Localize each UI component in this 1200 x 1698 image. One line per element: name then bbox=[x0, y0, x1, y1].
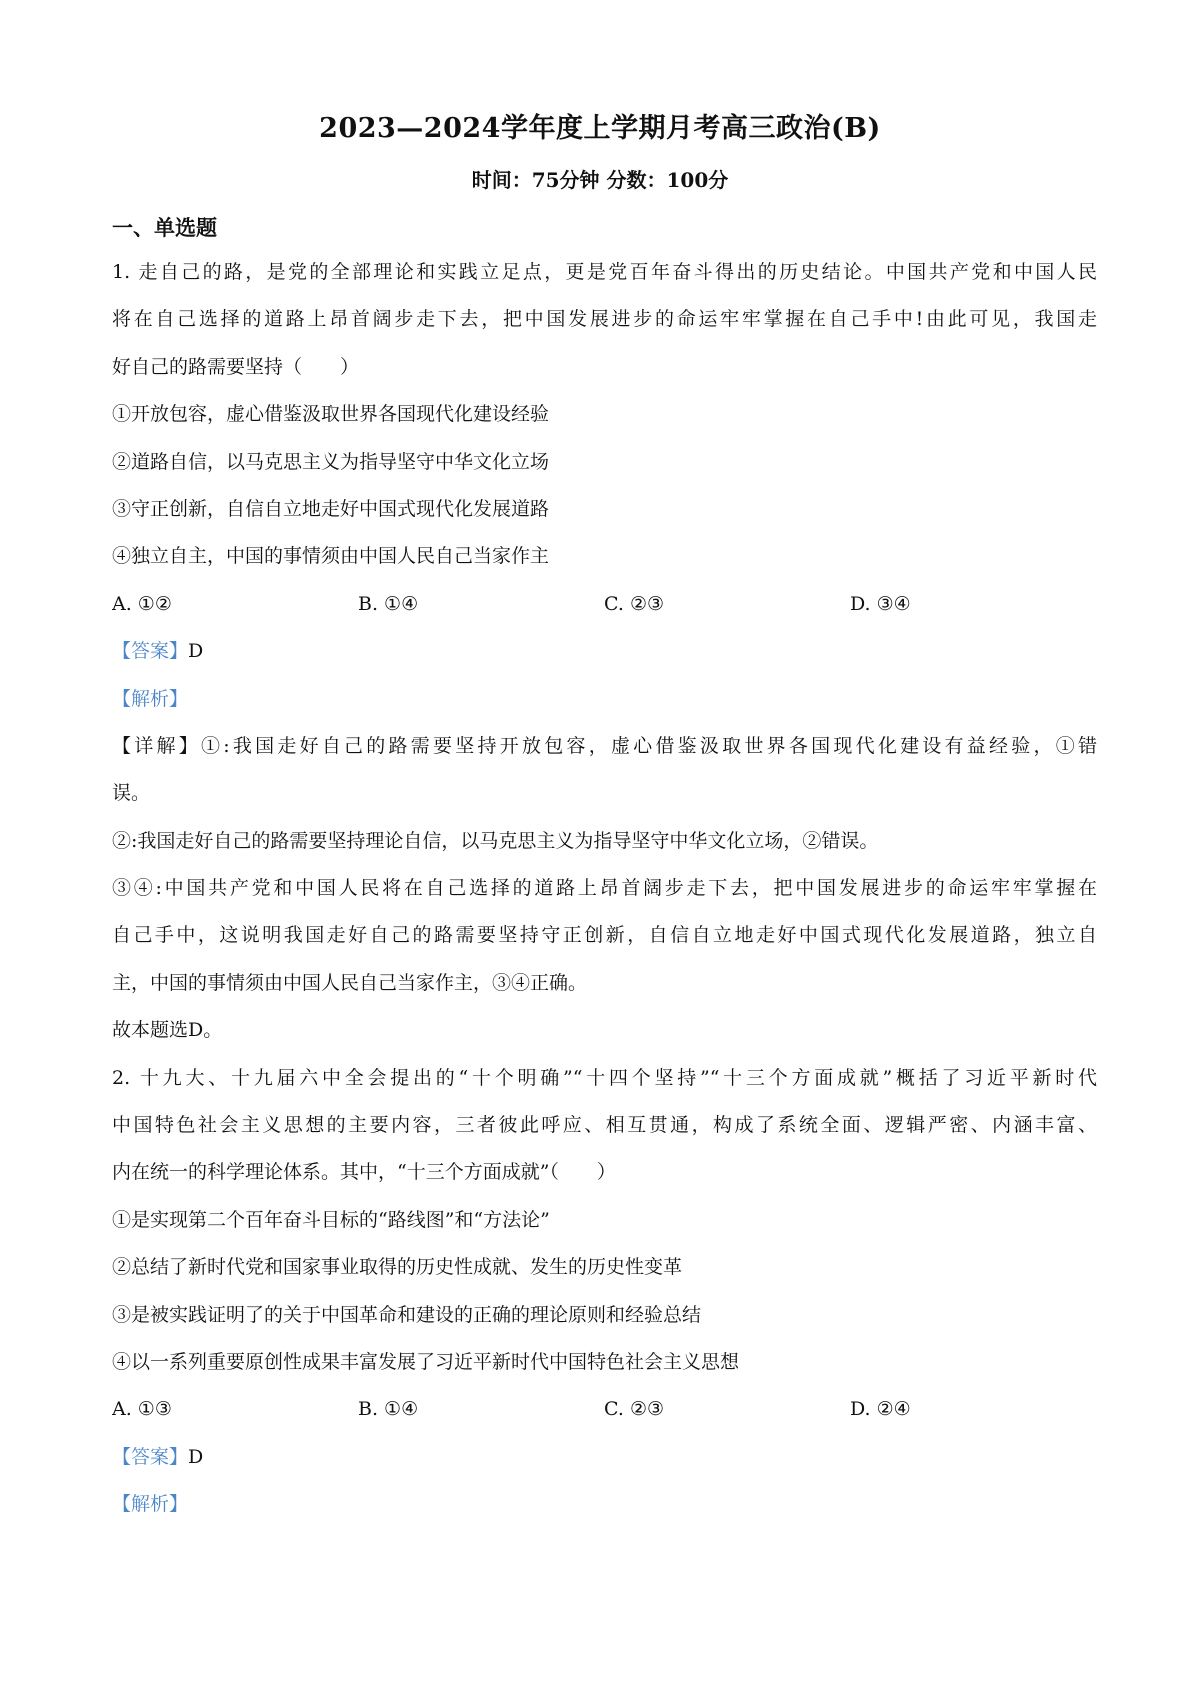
q1-options bbox=[112, 586, 1097, 633]
q1-stem-line: 将在自己选择的道路上昂首阔步走下去，把中国发展进步的命运牢牢掌握在自己手中!由此可见，我国走 bbox=[112, 308, 1097, 331]
exam-title: 2023—2024学年度上学期月考高三政治(B) bbox=[319, 113, 881, 144]
q1-option-a: A. ①② bbox=[112, 592, 172, 615]
q1-detail-line bbox=[112, 728, 1097, 775]
questions bbox=[112, 254, 1097, 1534]
q2-answer bbox=[112, 1439, 1097, 1486]
analysis-tag: 【解析】 bbox=[112, 687, 189, 710]
q1-detail-line: 主，中国的事情须由中国人民自己当家作主，③④正确。 bbox=[112, 971, 588, 994]
q1-statement: ②道路自信，以马克思主义为指导坚守中华文化立场 bbox=[112, 450, 550, 473]
q2-statement: ④以一系列重要原创性成果丰富发展了习近平新时代中国特色社会主义思想 bbox=[112, 1350, 740, 1373]
q1-option-d: D. ③④ bbox=[850, 592, 911, 615]
q2-statement: ①是实现第二个百年奋斗目标的“路线图”和“方法论” bbox=[112, 1208, 550, 1231]
q2-stem-line: 中国特色社会主义思想的主要内容，三者彼此呼应、相互贯通，构成了系统全面、逻辑严密、内涵丰富、 bbox=[112, 1114, 1097, 1137]
q2-options bbox=[112, 1391, 1097, 1438]
q1-option-b: B. ①④ bbox=[358, 592, 419, 615]
q2-stem-line: 2. 十九大、十九届六中全会提出的“十个明确”“十四个坚持”“十三个方面成就”概括了习近平新时代 bbox=[112, 1066, 1097, 1089]
answer-tag: 【答案】 bbox=[112, 1445, 189, 1468]
detail-text: ①:我国走好自己的路需要坚持开放包容，虚心借鉴汲取世界各国现代化建设有益经验，①错 bbox=[200, 734, 1097, 757]
detail-tag: 【详解】 bbox=[112, 734, 201, 757]
q1-answer bbox=[112, 633, 1097, 680]
q2-statement: ②总结了新时代党和国家事业取得的历史性成就、发生的历史性变革 bbox=[112, 1256, 683, 1279]
answer-value: D bbox=[188, 1445, 204, 1468]
q1-detail-line: ③④:中国共产党和中国人民将在自己选择的道路上昂首阔步走下去，把中国发展进步的命运牢牢掌握在 bbox=[112, 877, 1097, 900]
q2-statement: ③是被实践证明了的关于中国革命和建设的正确的理论原则和经验总结 bbox=[112, 1303, 702, 1326]
q2-option-b: B. ①④ bbox=[358, 1398, 419, 1421]
q1-option-c: C. ②③ bbox=[604, 592, 665, 615]
q1-detail-line: 误。 bbox=[112, 782, 151, 805]
q1-stem-line: 好自己的路需要坚持（ ） bbox=[112, 355, 360, 378]
q1-detail-line: 自己手中，这说明我国走好自己的路需要坚持守正创新，自信自立地走好中国式现代化发展道路，独立自 bbox=[112, 924, 1097, 947]
analysis-tag: 【解析】 bbox=[112, 1493, 189, 1516]
q1-statement: ③守正创新，自信自立地走好中国式现代化发展道路 bbox=[112, 497, 550, 520]
section-heading: 一、单选题 bbox=[112, 215, 217, 240]
q1-detail-line: 故本题选D。 bbox=[112, 1019, 223, 1042]
q1-statement: ①开放包容，虚心借鉴汲取世界各国现代化建设经验 bbox=[112, 403, 550, 426]
q2-option-a: A. ①③ bbox=[112, 1398, 172, 1421]
q1-statement: ④独立自主，中国的事情须由中国人民自己当家作主 bbox=[112, 545, 550, 568]
q1-analysis bbox=[112, 681, 1097, 728]
q2-option-d: D. ②④ bbox=[850, 1398, 911, 1421]
answer-value: D bbox=[188, 640, 204, 663]
q1-stem-line: 1. 走自己的路，是党的全部理论和实践立足点，更是党百年奋斗得出的历史结论。中国共产党和中国人民 bbox=[112, 261, 1097, 283]
q2-option-c: C. ②③ bbox=[604, 1398, 665, 1421]
q1-detail-line: ②:我国走好自己的路需要坚持理论自信，以马克思主义为指导坚守中华文化立场，②错误。 bbox=[112, 829, 879, 852]
q2-stem-line: 内在统一的科学理论体系。其中，“十三个方面成就”（ ） bbox=[112, 1161, 616, 1184]
q2-analysis bbox=[112, 1486, 1097, 1533]
answer-tag: 【答案】 bbox=[112, 640, 189, 663]
exam-subtitle: 时间：75分钟 分数：100分 bbox=[471, 168, 729, 192]
